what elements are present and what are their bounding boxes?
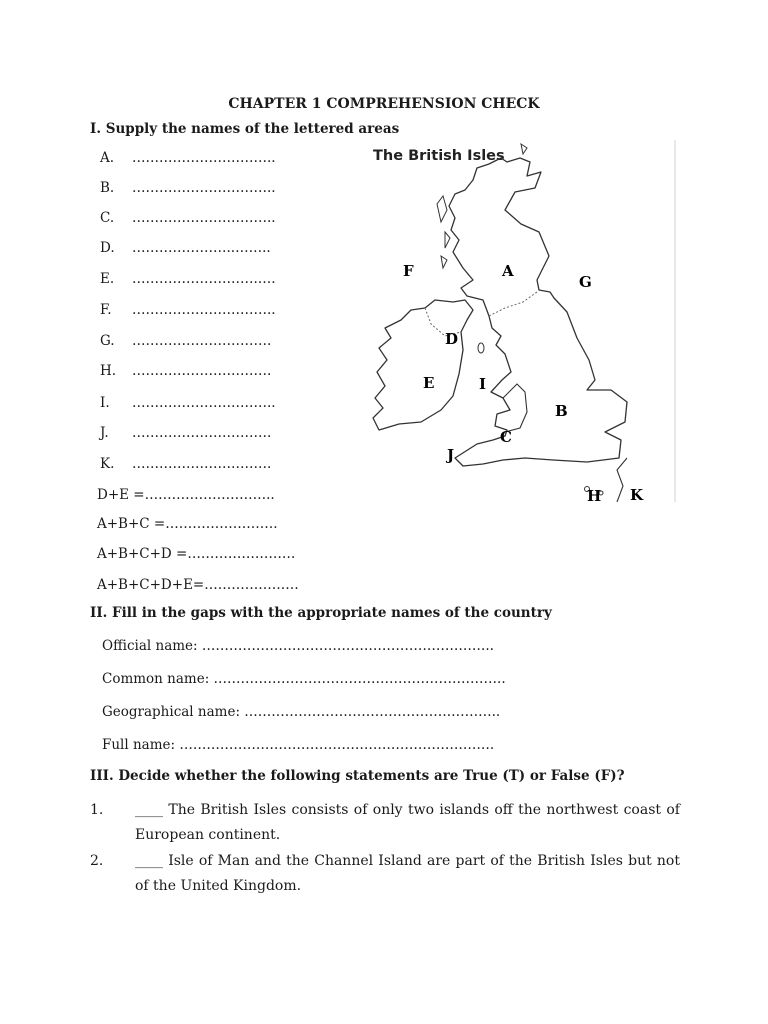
full-name-line[interactable]: Full name: ……………………………………………………………. [102, 737, 495, 753]
sum-line-abc[interactable]: A+B+C =……………………. [97, 516, 278, 532]
answer-row-k [100, 456, 271, 472]
answer-row-h [100, 363, 271, 379]
answer-row-d [100, 240, 271, 256]
statement-text[interactable]: ____ Isle of Man and the Channel Island are part of the British Isles but not of the United Kingdom. [135, 853, 680, 894]
france-coast [617, 458, 627, 502]
map-letter-a: A [502, 262, 514, 280]
official-name-line[interactable]: Official name: ……………………………………………………….. [102, 638, 494, 654]
map-letter-e: E [423, 374, 435, 392]
answer-row-b [100, 180, 276, 196]
row-label: A. [100, 150, 115, 166]
row-label: H. [100, 363, 117, 379]
section-1-heading: I. Supply the names of the lettered areas [90, 121, 400, 137]
row-label: F. [100, 302, 112, 318]
row-label: I. [100, 395, 110, 411]
map-letter-b: B [555, 402, 568, 420]
blank-line[interactable]: ………………………….. [132, 150, 276, 166]
statement-2 [90, 849, 680, 899]
scotland-border [489, 292, 537, 316]
blank-line[interactable]: ………………………….. [132, 395, 276, 411]
map-letter-d: D [445, 330, 459, 348]
map-letter-c: C [500, 428, 512, 446]
map-letter-k: K [630, 486, 644, 502]
blank-line[interactable]: …………………………. [132, 333, 272, 349]
sum-line-de[interactable]: D+E =……………………….. [97, 487, 275, 503]
british-isles-map [355, 140, 677, 502]
hebrides [437, 196, 450, 268]
answer-row-f [100, 302, 276, 318]
section-3-heading: III. Decide whether the following statements are True (T) or False (F)? [90, 768, 625, 784]
answer-row-e [100, 271, 276, 287]
row-label: C. [100, 210, 115, 226]
row-label: D. [100, 240, 115, 256]
map-letter-h: H [587, 487, 602, 502]
map-title: The British Isles [373, 148, 505, 164]
map-letter-i: I [479, 375, 487, 393]
isle-of-man [478, 343, 484, 353]
statement-number: 1. [90, 802, 104, 818]
row-label: E. [100, 271, 115, 287]
geographical-name-line[interactable]: Geographical name: ……………………………………….……….. [102, 704, 501, 720]
orkney [521, 144, 527, 154]
common-name-line[interactable]: Common name: ……………………………………………………….. [102, 671, 506, 687]
blank-line[interactable]: …………………..…….. [132, 240, 271, 256]
blank-line[interactable]: …………………………. [132, 456, 272, 472]
blank-line[interactable]: ………………………….. [132, 180, 276, 196]
blank-line[interactable]: …………………………. [132, 363, 272, 379]
sum-line-abcd[interactable]: A+B+C+D =…………………… [97, 546, 296, 562]
ireland-outline [373, 300, 473, 430]
map-letter-j: J [447, 446, 455, 464]
answer-row-j [100, 425, 271, 441]
row-label: J. [100, 425, 109, 441]
statement-text[interactable]: ____ The British Isles consists of only two islands off the northwest coast of European continent. [135, 802, 680, 843]
statement-number: 2. [90, 853, 104, 869]
answer-row-i [100, 395, 276, 411]
wales-coast [503, 384, 527, 432]
answer-row-c [100, 210, 276, 226]
map-letter-f: F [403, 262, 414, 280]
page-title: CHAPTER 1 COMPREHENSION CHECK [228, 96, 540, 112]
blank-line[interactable]: ………………………….. [132, 302, 276, 318]
blank-line[interactable]: ……………………….…. [132, 271, 276, 287]
row-label: G. [100, 333, 115, 349]
answer-row-g [100, 333, 271, 349]
section-2-heading: II. Fill in the gaps with the appropriate names of the country [90, 605, 552, 621]
statement-1 [90, 798, 680, 848]
map-letter-g: G [579, 273, 592, 291]
answer-row-a [100, 150, 276, 166]
row-label: B. [100, 180, 115, 196]
sum-line-abcde[interactable]: A+B+C+D+E=………………… [97, 577, 299, 593]
blank-line[interactable]: …………………………. [132, 425, 272, 441]
row-label: K. [100, 456, 115, 472]
blank-line[interactable]: ………………………….. [132, 210, 276, 226]
great-britain-outline [449, 158, 627, 466]
